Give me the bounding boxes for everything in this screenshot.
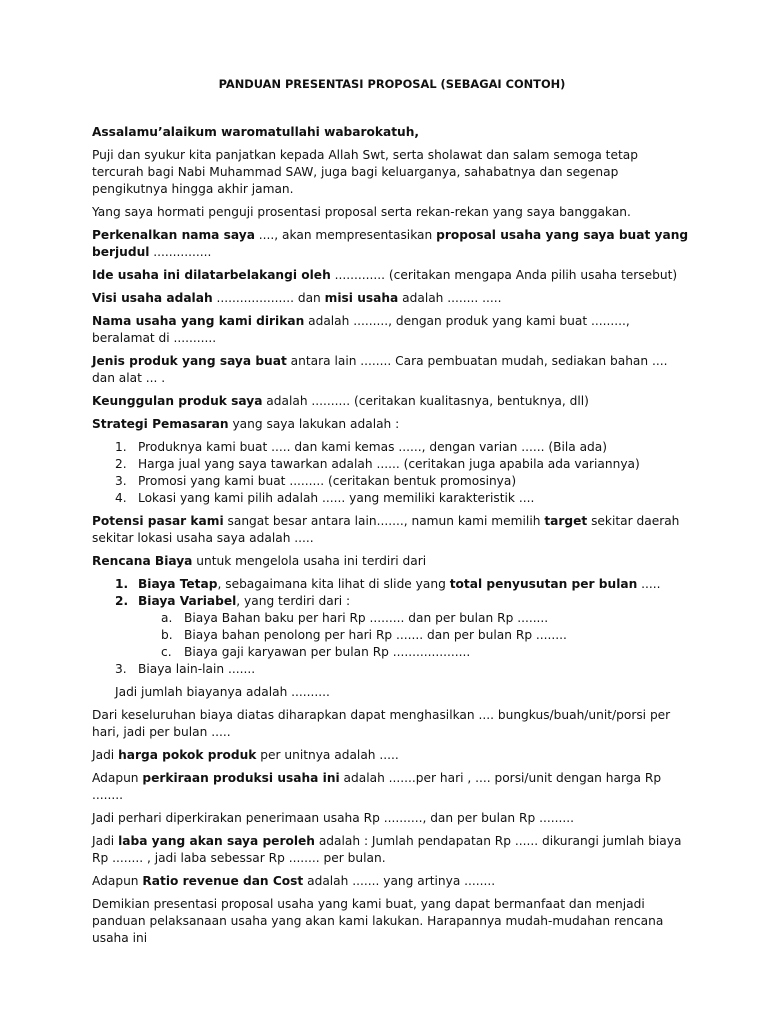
perkenalan-text-1: ...., akan mempresentasikan: [254, 228, 437, 242]
list-item-biaya-lain: [92, 661, 692, 678]
laba-text-0: Jadi: [92, 834, 119, 848]
biaya-tetap-text-2: .....: [637, 577, 661, 591]
jenis-text: antara lain ........ Cara pembuatan mudah, sediakan bahan .... dan alat ... .: [92, 354, 668, 385]
demikian-paragraph: Demikian presentasi proposal usaha yang kami buat, yang dapat bermanfaat dan menjadi panduan pelaksanaan usaha yang akan kami lakukan. Harapannya mudah-mudahan rencana usaha ini: [92, 897, 664, 945]
list-number: 3.: [115, 474, 127, 488]
rencana-text: untuk mengelola usaha ini terdiri dari: [192, 554, 427, 568]
laba-text-1: adalah : Jumlah pendapatan Rp ...... dikurangi jumlah biaya Rp ........ , jadi laba sebessar Rp ........ per bulan.: [92, 834, 682, 865]
potensi-text-2: sekitar daerah sekitar lokasi usaha saya adalah .....: [92, 514, 680, 545]
list-number: 1.: [115, 577, 129, 591]
biaya-variabel-sublist: [138, 610, 692, 661]
keunggulan-paragraph: [92, 393, 692, 410]
potensi-bold-1: Potensi pasar kami: [92, 514, 224, 528]
jenis-paragraph: [92, 353, 692, 387]
list-text: Lokasi yang kami pilih adalah ...... yang memiliki karakteristik ....: [138, 491, 535, 505]
keseluruhan-paragraph: Dari keseluruhan biaya diatas diharapkan dapat menghasilkan .... bungkus/buah/unit/porsi per hari, jadi per bulan .....: [92, 708, 671, 739]
biaya-tetap-text: , sebagaimana kita lihat di slide yang: [217, 577, 450, 591]
strategi-paragraph: [92, 416, 692, 433]
biaya-list: [92, 576, 692, 678]
nama-usaha-paragraph: [92, 313, 692, 347]
sublist-item: [115, 610, 692, 627]
jenis-bold: Jenis produk yang saya buat: [92, 354, 287, 368]
visi-paragraph: [92, 290, 692, 307]
list-number: 1.: [115, 440, 127, 454]
sublist-text: Biaya gaji karyawan per bulan Rp ....................: [184, 645, 471, 659]
rencana-bold: Rencana Biaya: [92, 554, 193, 568]
list-number: 2.: [115, 594, 129, 608]
sublist-letter: b.: [161, 628, 173, 642]
list-item-biaya-tetap: [92, 576, 692, 593]
biaya-tetap-bold-2: total penyusutan per bulan: [449, 577, 638, 591]
rencana-paragraph: [92, 553, 692, 570]
potensi-text-1: sangat besar antara lain......., namun kami memilih: [223, 514, 545, 528]
document-body: [92, 76, 692, 953]
list-item: [92, 456, 692, 473]
list-text: Harga jual yang saya tawarkan adalah ...... (ceritakan juga apabila ada variannya): [138, 457, 640, 471]
nama-usaha-bold: Nama usaha yang kami dirikan: [92, 314, 305, 328]
list-text: Produknya kami buat ..... dan kami kemas ......, dengan varian ...... (Bila ada): [138, 440, 608, 454]
perkenalan-bold-1: Perkenalkan nama saya: [92, 228, 255, 242]
strategi-list: [92, 439, 692, 507]
hpp-text-1: per unitnya adalah .....: [256, 748, 399, 762]
biaya-tetap-bold: Biaya Tetap: [138, 577, 218, 591]
laba-paragraph: [92, 833, 692, 867]
visi-text-1: .................... dan: [212, 291, 325, 305]
ratio-text-0: Adapun: [92, 874, 143, 888]
ide-paragraph: [92, 267, 692, 284]
perhari-paragraph: Jadi perhari diperkirakan penerimaan usaha Rp .........., dan per bulan Rp .........: [92, 811, 574, 825]
hormati-paragraph: Yang saya hormati penguji prosentasi proposal serta rekan-rekan yang saya banggakan.: [92, 205, 631, 219]
hpp-paragraph: [92, 747, 692, 764]
hpp-text-0: Jadi: [92, 748, 119, 762]
perkiraan-text-1: adalah .......per hari , .... porsi/unit dengan harga Rp ........: [92, 771, 662, 802]
biaya-variabel-text: , yang terdiri dari :: [236, 594, 351, 608]
sublist-letter: c.: [161, 645, 172, 659]
puji-paragraph: Puji dan syukur kita panjatkan kepada Allah Swt, serta sholawat dan salam semoga tetap tercurah bagi Nabi Muhammad SAW, juga bagi keluarganya, sahabatnya dan segenap pengikutnya hingga akhir jaman.: [92, 148, 638, 196]
ratio-paragraph: [92, 873, 692, 890]
sublist-text: Biaya bahan penolong per hari Rp ....... dan per bulan Rp ........: [184, 628, 567, 642]
document-title: PANDUAN PRESENTASI PROPOSAL (SEBAGAI CONTOH): [218, 77, 566, 91]
visi-text-2: adalah ........ .....: [398, 291, 502, 305]
jumlah-paragraph: Jadi jumlah biayanya adalah ..........: [115, 685, 330, 699]
keunggulan-bold: Keunggulan produk saya: [92, 394, 263, 408]
keunggulan-text: adalah .......... (ceritakan kualitasnya, bentuknya, dll): [262, 394, 589, 408]
list-item: [92, 473, 692, 490]
ratio-bold: Ratio revenue dan Cost: [142, 874, 304, 888]
perkiraan-text-0: Adapun: [92, 771, 143, 785]
sublist-item: [115, 644, 692, 661]
potensi-paragraph: [92, 513, 692, 547]
sublist-text: Biaya Bahan baku per hari Rp ......... dan per bulan Rp ........: [184, 611, 549, 625]
visi-bold-1: Visi usaha adalah: [92, 291, 213, 305]
greeting-text: Assalamu’alaikum waromatullahi wabarokatuh,: [92, 125, 420, 139]
hpp-bold: harga pokok produk: [118, 748, 257, 762]
list-item: [92, 439, 692, 456]
biaya-lain-text: Biaya lain-lain .......: [138, 662, 256, 676]
list-item: [92, 490, 692, 507]
potensi-bold-2: target: [544, 514, 588, 528]
laba-bold: laba yang akan saya peroleh: [118, 834, 315, 848]
list-number: 4.: [115, 491, 127, 505]
list-number: 3.: [115, 662, 127, 676]
perkiraan-paragraph: [92, 770, 692, 804]
list-number: 2.: [115, 457, 127, 471]
strategi-text: yang saya lakukan adalah :: [228, 417, 400, 431]
ide-text: ............. (ceritakan mengapa Anda pilih usaha tersebut): [330, 268, 678, 282]
greeting-paragraph: [92, 124, 692, 141]
ratio-text-1: adalah ....... yang artinya ........: [303, 874, 496, 888]
perkenalan-paragraph: [92, 227, 692, 261]
list-text: Promosi yang kami buat ......... (ceritakan bentuk promosinya): [138, 474, 517, 488]
list-item-biaya-variabel: [92, 593, 692, 661]
visi-bold-2: misi usaha: [324, 291, 399, 305]
nama-usaha-text: adalah ........., dengan produk yang kami buat ........., beralamat di ...........: [92, 314, 630, 345]
strategi-bold: Strategi Pemasaran: [92, 417, 229, 431]
perkiraan-bold: perkiraan produksi usaha ini: [142, 771, 340, 785]
ide-bold: Ide usaha ini dilatarbelakangi oleh: [92, 268, 331, 282]
perkenalan-bold-2: proposal usaha yang saya buat yang berjudul: [92, 228, 689, 259]
biaya-variabel-bold: Biaya Variabel: [138, 594, 237, 608]
sublist-letter: a.: [161, 611, 173, 625]
perkenalan-text-2: ...............: [149, 245, 212, 259]
sublist-item: [115, 627, 692, 644]
